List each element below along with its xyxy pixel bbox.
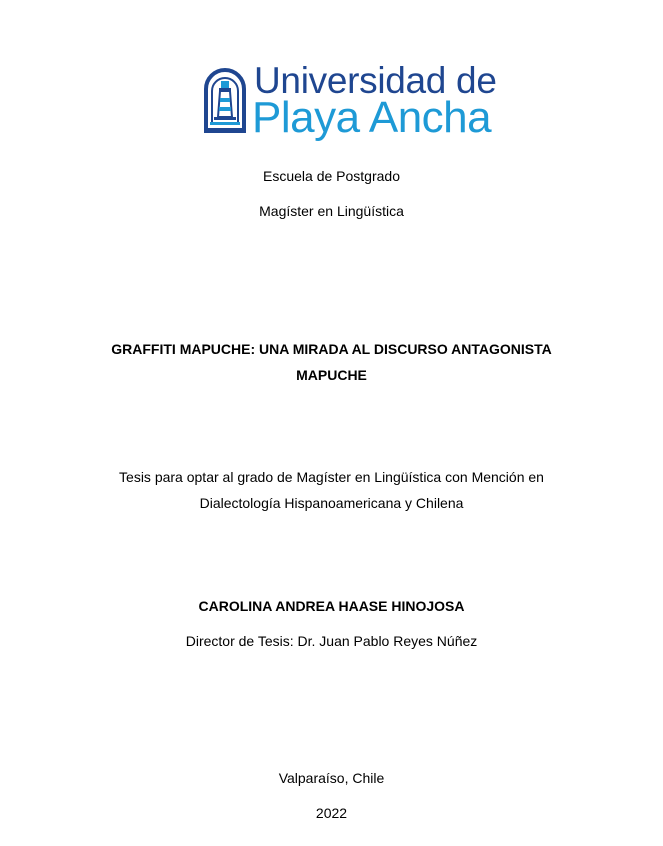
place: Valparaíso, Chile [278,770,385,786]
lighthouse-icon [203,67,247,135]
thesis-director: Director de Tesis: Dr. Juan Pablo Reyes Núñez [185,633,478,649]
author-name: CAROLINA ANDREA HAASE HINOJOSA [198,598,465,614]
degree-statement-line2: Dialectología Hispanoamericana y Chilena [199,495,464,511]
logo-playa-ancha-text: Playa Ancha [252,93,492,142]
logo-university-text: Universidad de [254,60,497,101]
university-logo [203,60,497,144]
thesis-title-line2: MAPUCHE [296,367,367,383]
year: 2022 [315,805,348,821]
degree-statement-line1: Tesis para optar al grado de Magíster en Lingüística con Mención en [119,469,544,485]
program-name: Magíster en Lingüística [259,203,404,219]
school-name: Escuela de Postgrado [263,168,400,184]
thesis-title-line1: GRAFFITI MAPUCHE: UNA MIRADA AL DISCURSO ANTAGONISTA [111,341,552,357]
